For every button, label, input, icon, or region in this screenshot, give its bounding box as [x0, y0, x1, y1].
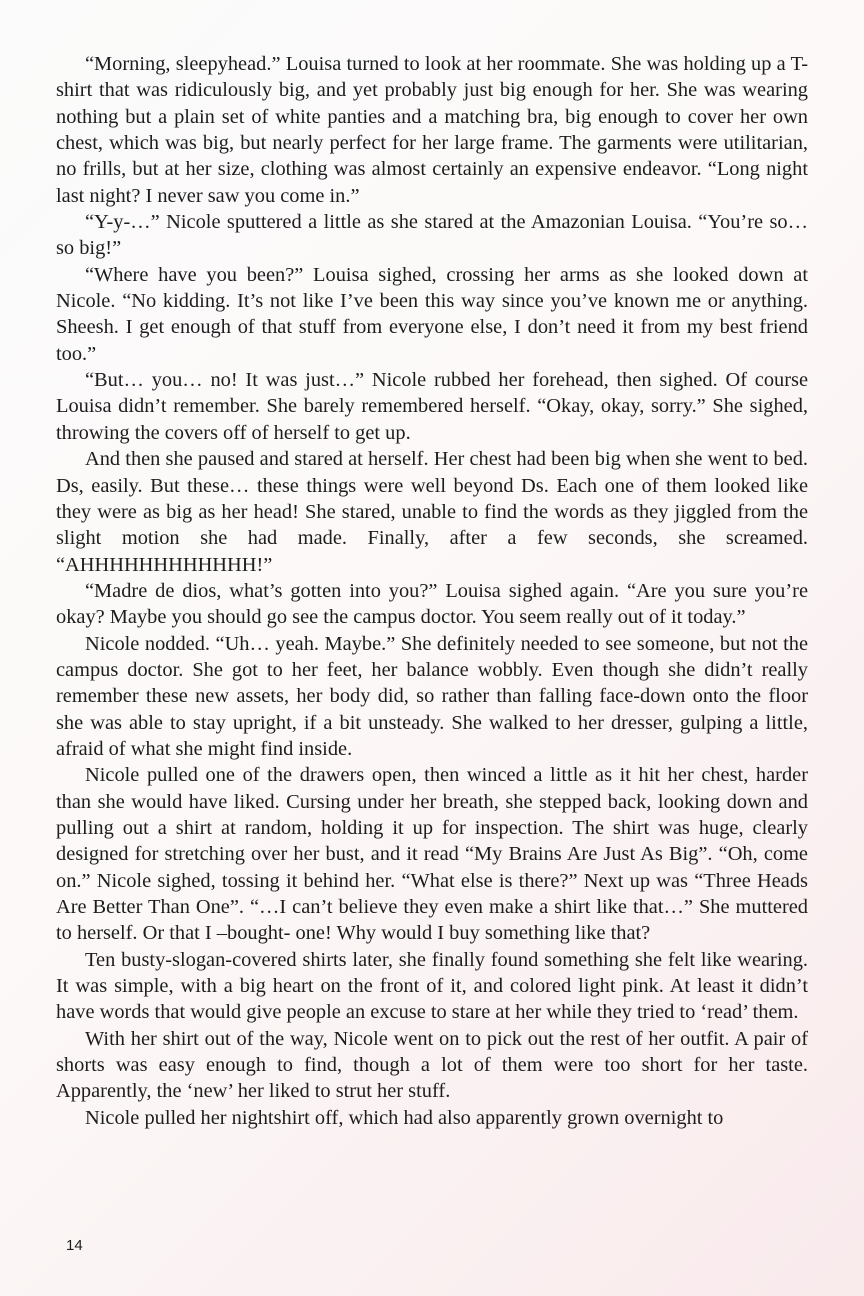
paragraph: “Madre de dios, what’s gotten into you?” Louisa sighed again. “Are you sure you’re okay? Maybe you should go see the campus doctor. You seem really out of it today.” [56, 579, 808, 629]
paragraph: Ten busty-slogan-covered shirts later, she finally found something she felt like wearing. It was simple, with a big heart on the front of it, and colored light pink. At least it didn’t have words that would give people an excuse to stare at her while they tried to ‘read’ them. [56, 948, 808, 1024]
paragraph: “Where have you been?” Louisa sighed, crossing her arms as she looked down at Nicole. “No kidding. It’s not like I’ve been this way since you’ve known me or anything. Sheesh. I get enough of that stuff from everyone else, I don’t need it from my best friend too.” [56, 263, 808, 365]
paragraph: Nicole pulled one of the drawers open, then winced a little as it hit her chest, harder than she would have liked. Cursing under her breath, she stepped back, looking down and pulling out a shirt at random, holding it up for inspection. The shirt was huge, clearly designed for stretching over her bust, and it read “My Brains Are Just As Big”. “Oh, come on.” Nicole sighed, tossing it behind her. “What else is there?” Next up was “Three Heads Are Better Than One”. “…I can’t believe they even make a shirt like that…” She muttered to herself. Or that I –bought- one! Why would I buy something like that? [56, 764, 808, 945]
page-number: 14 [66, 1237, 83, 1254]
paragraph: “Morning, sleepyhead.” Louisa turned to look at her roommate. She was holding up a T-shirt that was ridiculously big, and yet probably just big enough for her. She was wearing nothing but a plain set of white panties and a matching bra, big enough to cover her own chest, which was big, but nearly perfect for her large frame. The garments were utilitarian, no frills, but at her size, clothing was almost certainly an expensive endeavor. “Long night last night? I never saw you come in.” [56, 53, 808, 207]
paragraph: “Y-y-…” Nicole sputtered a little as she stared at the Amazonian Louisa. “You’re so… so big!” [56, 211, 808, 260]
paragraph: Nicole nodded. “Uh… yeah. Maybe.” She definitely needed to see someone, but not the campus doctor. She got to her feet, her balance wobbly. Even though she didn’t really remember these new assets, her body did, so rather than falling face-down onto the floor she was able to stay upright, if a bit unsteady. She walked to her dresser, gulping a little, afraid of what she might find inside. [56, 632, 808, 760]
paragraph: And then she paused and stared at herself. Her chest had been big when she went to bed. Ds, easily. But these… these things were well beyond Ds. Each one of them looked like they were as big as her head! She stared, unable to find the words as they jiggled from the slight motion she had made. Finally, after a few seconds, she screamed. “AHHHHHHHHHHHH!” [56, 448, 808, 576]
page-body [56, 51, 808, 1131]
paragraph: “But… you… no! It was just…” Nicole rubbed her forehead, then sighed. Of course Louisa didn’t remember. She barely remembered herself. “Okay, okay, sorry.” She sighed, throwing the covers off of herself to get up. [56, 369, 808, 444]
paragraph-last: Nicole pulled her nightshirt off, which had also apparently grown overnight to [85, 1106, 724, 1129]
paragraph: With her shirt out of the way, Nicole went on to pick out the rest of her outfit. A pair of shorts was easy enough to find, though a lot of them were too short for her taste. Apparently, the ‘new’ her liked to strut her stuff. [56, 1027, 808, 1103]
